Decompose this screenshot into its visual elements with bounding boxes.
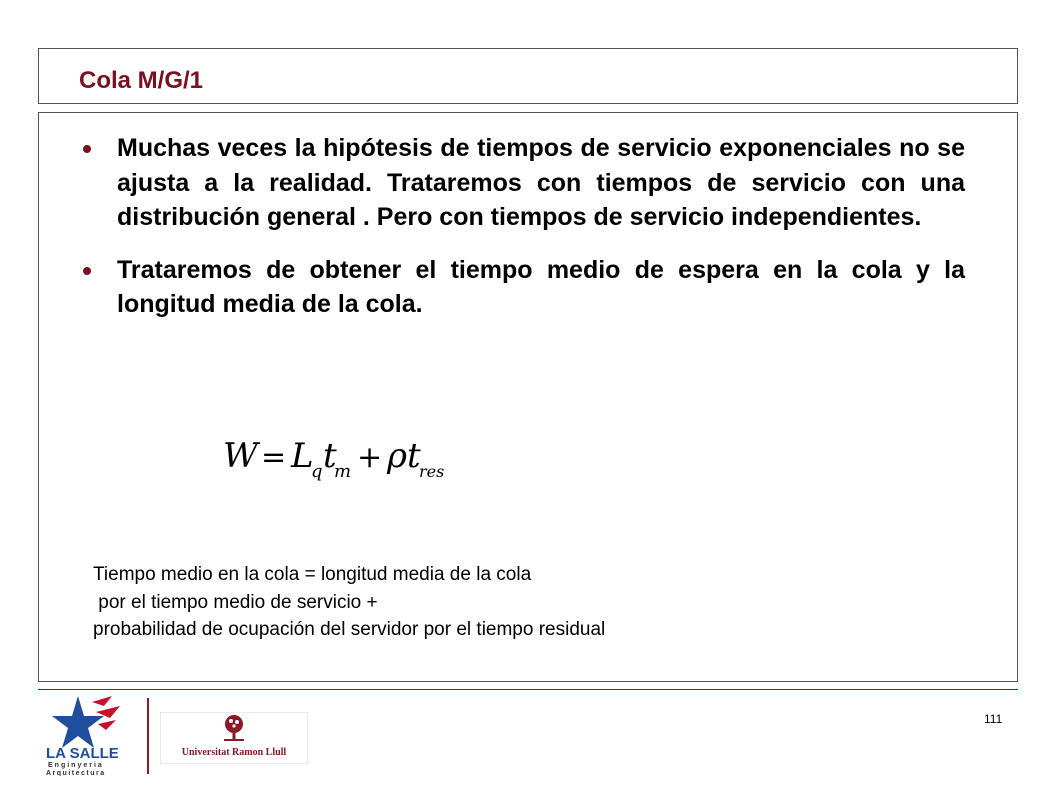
bullet-list (79, 131, 965, 340)
formula-equals: = (261, 440, 287, 475)
formula-t2-sub: res (419, 462, 445, 481)
slide-title-box (38, 48, 1018, 104)
formula-t1-sub: m (334, 461, 352, 482)
slide-content-box (38, 112, 1018, 682)
formula-rho: ρ (387, 436, 407, 476)
formula-t1: t (323, 436, 337, 476)
universitat-ramon-llull-name: Universitat Ramon Llull (181, 747, 287, 758)
formula-t2: t (407, 436, 421, 476)
bullet-text: Trataremos de obtener el tiempo medio de espera en la cola y la longitud media de la cola. (117, 255, 965, 318)
bullet-item (79, 131, 965, 235)
formula-caption (93, 561, 853, 644)
formula-plus: + (357, 440, 383, 475)
la-salle-logo-name: LA SALLE (46, 745, 119, 762)
la-salle-logo-subtitle: Enginyeria (48, 762, 104, 769)
page-number: 111 (984, 712, 1003, 726)
la-salle-logo (42, 692, 142, 776)
caption-line: probabilidad de ocupación del servidor por el tiempo residual (93, 619, 606, 641)
logo-separator (147, 698, 149, 774)
bullet-dot-icon (83, 145, 91, 153)
la-salle-logo-subtitle: Arquitectura (46, 770, 106, 776)
bullet-text: Muchas veces la hipótesis de tiempos de servicio exponenciales no se ajusta a la realidad. Trataremos con tiempos de servicio con una distribución general . Pero con tiempos de servicio independientes. (117, 134, 965, 231)
universitat-ramon-llull-logo (160, 712, 308, 764)
footer-divider (38, 689, 1018, 690)
formula-w: W (223, 436, 258, 476)
slide-title: Cola M/G/1 (79, 67, 204, 94)
formula-l-sub: q (311, 461, 323, 482)
caption-line: Tiempo medio en la cola = longitud media de la cola (93, 564, 532, 585)
bullet-item (79, 253, 965, 322)
caption-line: por el tiempo medio de servicio + (93, 591, 378, 613)
bullet-dot-icon (83, 267, 91, 275)
formula (223, 431, 463, 483)
formula-l: L (291, 436, 314, 476)
